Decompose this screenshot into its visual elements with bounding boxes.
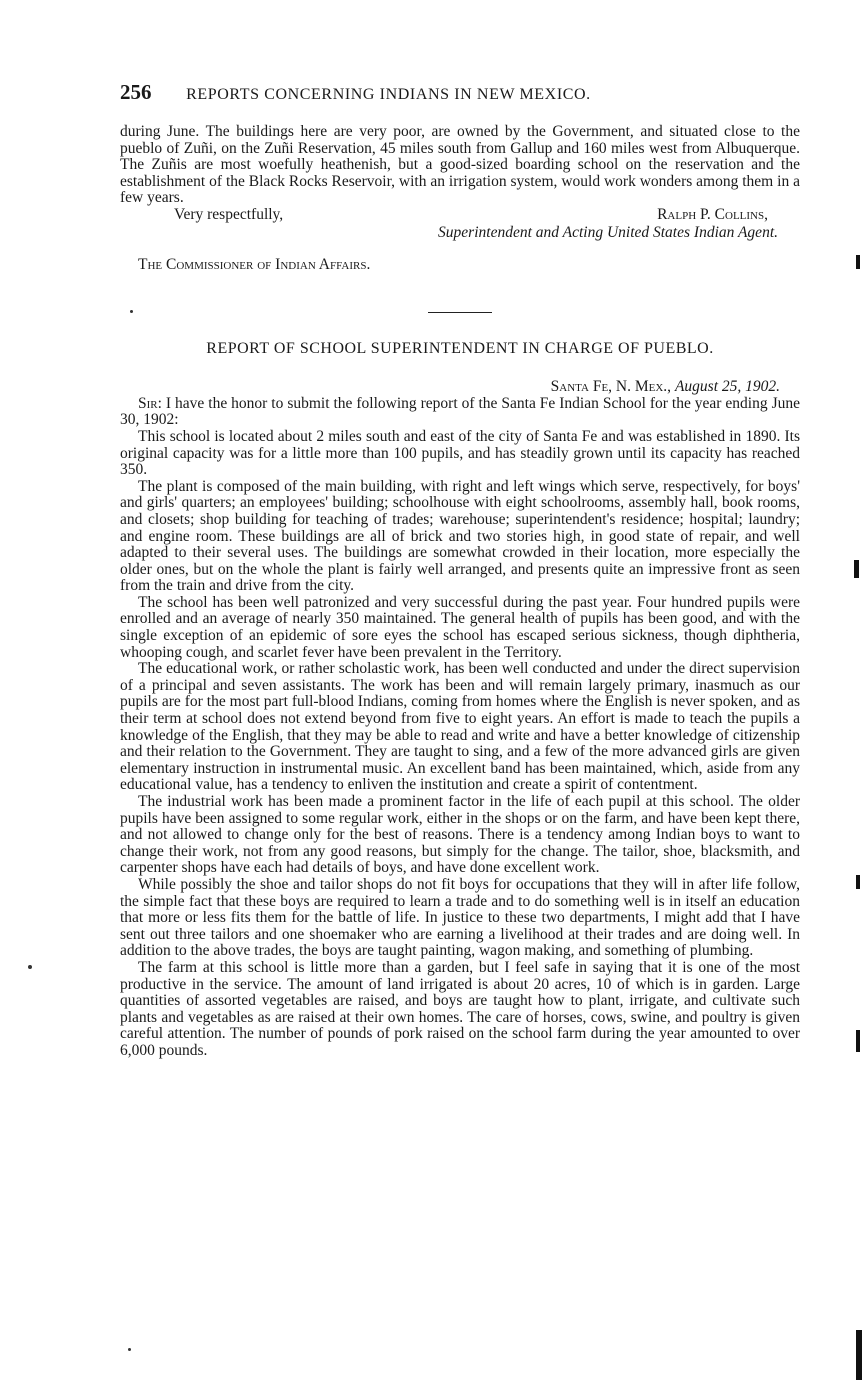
scan-edge-mark <box>856 1030 860 1052</box>
signer-name: Ralph P. Collins, <box>657 205 768 223</box>
body-paragraph: The educational work, or rather scholastic work, has been well conducted and under the direct supervision of a principal and seven assistants. The work has been and will remain largely primary, inasmuch as our pupils are for the most part full-blood Indians, coming from homes where the English is never spoken, and as their term at school does not extend beyond from five to eight years. An effort is made to teach the pupils a knowledge of the English, that they may be able to read and write and have a better knowledge of citizenship and their relation to the Government. They are taught to sing, and a few of the more advanced girls are given elementary instruction in instrumental music. An excellent band has been maintained, which, aside from any educational value, has a tendency to enliven the institution and create a spirit of contentment. <box>120 660 800 794</box>
body-paragraph: While possibly the shoe and tailor shops do not fit boys for occupations that they will in after life follow, the simple fact that these boys are required to learn a trade and to do something well is in itself an education that more or less fits them for the battle of life. In justice to these two departments, I might add that I have sent out three tailors and one shoemaker who are earning a livelihood at their trades and are doing well. In addition to the above trades, the boys are taught painting, wagon making, and something of plumbing. <box>120 875 800 960</box>
running-title: REPORTS CONCERNING INDIANS IN NEW MEXICO. <box>186 86 591 103</box>
page-number: 256 <box>120 80 152 104</box>
section-divider <box>428 312 492 313</box>
body-paragraph: The school has been well patronized and very successful during the past year. Four hundred pupils were enrolled and an average of nearly 350 maintained. The general health of pupils has been good, and with the single exception of an epidemic of sore eyes the school has escaped serious sickness, though diphtheria, whooping cough, and scarlet fever have been prevalent in the Territory. <box>120 593 800 661</box>
letter-closing <box>120 207 800 243</box>
scan-edge-mark <box>856 875 860 889</box>
body-paragraph: The industrial work has been made a prominent factor in the life of each pupil at this school. The older pupils have been assigned to some regular work, either in the shops or on the farm, and have been kept there, and not allowed to change only for the best of reasons. There is a tendency among Indian boys to want to change their work, not from any good reasons, but simply for the change. The tailor, shoe, blacksmith, and carpenter shops have each had details of boys, and have done excellent work. <box>120 793 800 877</box>
page-body <box>120 124 800 1060</box>
scan-speck <box>28 965 32 969</box>
running-header <box>120 80 810 105</box>
scan-edge-mark <box>856 255 860 269</box>
dateline <box>120 379 800 396</box>
closing-salutation: Very respectfully, <box>174 205 284 223</box>
signer-title: Superintendent and Acting United States Indian Agent. <box>438 223 778 241</box>
body-paragraph: The plant is composed of the main building, with right and left wings which serve, respectively, for boys' and girls' quarters; an employees' building; schoolhouse with eight schoolrooms, assembly hall, book rooms, and closets; shop building for teaching of trades; warehouse; superintendent's residence; hospital; laundry; and engine room. These buildings are all of brick and two stories high, in good state of repair, and well adapted to their several uses. The buildings are somewhat crowded in their location, more especially the older ones, but on the whole the plant is fairly well arranged, and presents quite an impressive front as seen from the train and drive from the city. <box>120 477 800 595</box>
opening-salutation: Sir: <box>138 394 162 412</box>
scan-speck <box>128 1348 131 1351</box>
section-title: REPORT OF SCHOOL SUPERINTENDENT IN CHARGE OF PUEBLO. <box>206 339 714 357</box>
body-paragraph: The farm at this school is little more than a garden, but I feel safe in saying that it is one of the most productive in the service. The amount of land irrigated is about 20 acres, 10 of which is in garden. Large quantities of assorted vegetables are raised, and boys are taught how to plant, irrigate, and cultivate such plants and vegetables as are raised at their own homes. The care of horses, cows, swine, and poultry is given careful attention. The number of pounds of pork raised on the school farm during the year amounted to over 6,000 pounds. <box>120 958 800 1059</box>
scan-edge-mark <box>854 560 859 578</box>
dateline-date: August 25, 1902. <box>674 378 780 396</box>
body-paragraph: This school is located about 2 miles south and east of the city of Santa Fe and was established in 1890. Its original capacity was for a little more than 100 pupils, and has steadily grown until its capacity has reached 350. <box>120 427 800 479</box>
continuation-paragraph: during June. The buildings here are very poor, are owned by the Government, and situated close to the pueblo of Zuñi, on the Zuñi Reservation, 45 miles south from Gallup and 160 miles west from Albuquerque. The Zuñis are most woefully heathenish, but a good-sized boarding school on the reservation and the establishment of the Black Rocks Reservoir, with an irrigation system, would work wonders among them in a few years. <box>120 123 800 207</box>
dateline-place: Santa Fe, N. Mex., <box>550 378 672 396</box>
scan-speck <box>130 310 133 313</box>
scan-edge-mark <box>856 1330 862 1380</box>
opening-paragraph <box>120 396 800 429</box>
addressee-line: The Commissioner of Indian Affairs. <box>138 255 371 273</box>
opening-text: I have the honor to submit the following report of the Santa Fe Indian School for the year ending June 30, 1902: <box>120 394 800 429</box>
